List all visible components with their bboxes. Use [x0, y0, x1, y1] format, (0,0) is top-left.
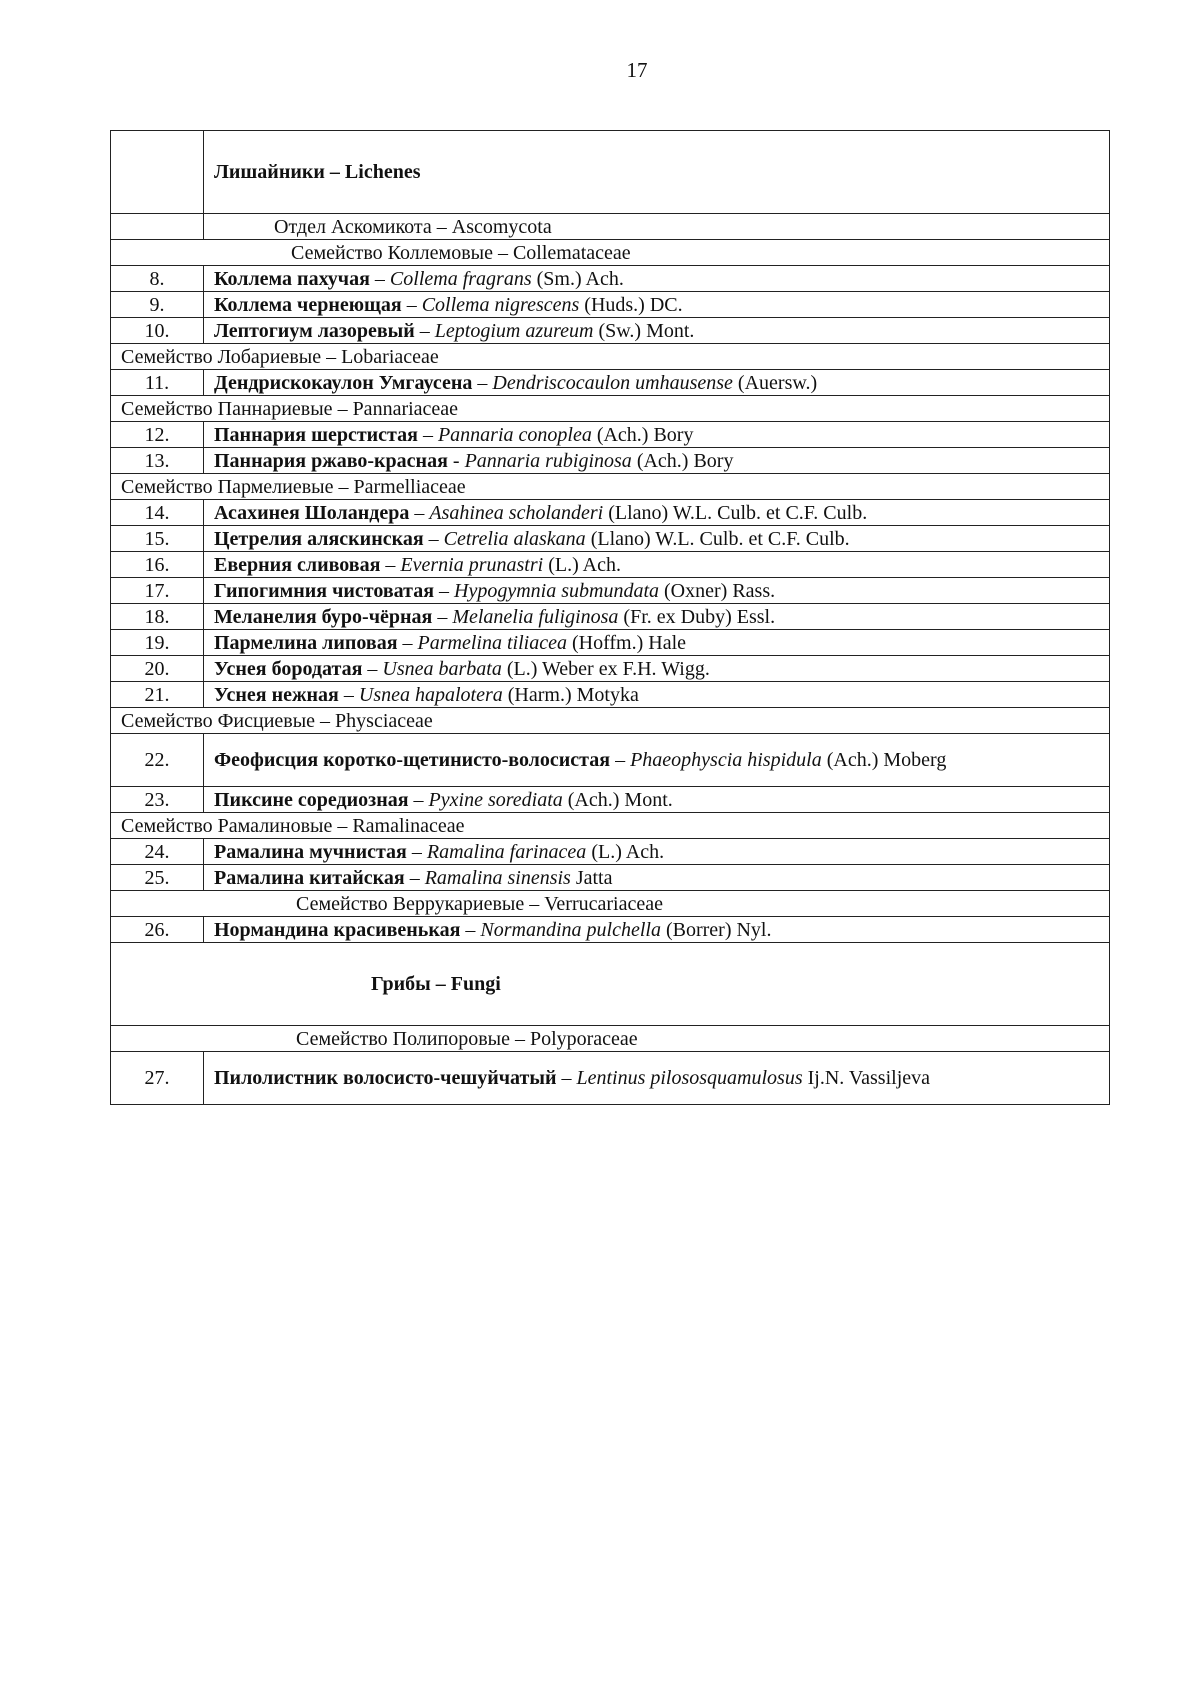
- row-number: 26.: [111, 917, 204, 943]
- separator: –: [401, 293, 422, 316]
- latin-name: Cetrelia alaskana: [443, 527, 586, 550]
- russian-name: Паннария ржаво-красная: [214, 449, 448, 472]
- latin-name: Pannaria conoplea: [437, 423, 592, 446]
- table-row: [111, 630, 1110, 656]
- family-verrucariaceae: Семейство Веррукариевые – Verrucariaceae: [111, 891, 1110, 917]
- row-number: 19.: [111, 630, 204, 656]
- russian-name: Дендрискокаулон Умгаусена: [214, 371, 473, 394]
- russian-name: Лептогиум лазоревый: [214, 319, 415, 342]
- russian-name: Рамалина китайская: [214, 866, 405, 889]
- authority: (L.) Ach.: [543, 553, 621, 576]
- empty-number-cell: [111, 214, 204, 240]
- row-number: 18.: [111, 604, 204, 630]
- row-number: 8.: [111, 266, 204, 292]
- family-row: [111, 1026, 1110, 1052]
- authority: (Hoffm.) Hale: [566, 631, 687, 654]
- russian-name: Уснея бородатая: [214, 657, 363, 680]
- family-parmeliaceae: Семейство Пармелиевые – Parmelliaceae: [111, 474, 1110, 500]
- russian-name: Феофисция коротко-щетинисто-волосистая: [214, 749, 611, 771]
- species-name-cell: [204, 630, 1110, 656]
- russian-name: Коллема пахучая: [214, 267, 370, 290]
- latin-name: Usnea hapalotera: [358, 683, 503, 706]
- section-heading-fungi: Грибы – Fungi: [111, 943, 1110, 1026]
- table-row: [111, 370, 1110, 396]
- family-row: [111, 240, 1110, 266]
- family-row: [111, 708, 1110, 734]
- separator: –: [556, 1067, 577, 1089]
- species-name-cell: [204, 656, 1110, 682]
- row-number: 15.: [111, 526, 204, 552]
- family-pannariaceae: Семейство Паннариевые – Pannariaceae: [111, 396, 1110, 422]
- authority: (L.) Weber ex F.H. Wigg.: [501, 657, 710, 680]
- table-row: [111, 917, 1110, 943]
- separator: –: [409, 501, 430, 524]
- species-name-cell: [204, 734, 1110, 787]
- latin-name: Phaeophyscia hispidula: [630, 749, 822, 771]
- latin-name: Pyxine sorediata: [428, 788, 563, 811]
- row-number: 13.: [111, 448, 204, 474]
- section-heading-row: [111, 943, 1110, 1026]
- authority: Ij.N. Vassiljeva: [802, 1067, 931, 1089]
- species-name-cell: [204, 578, 1110, 604]
- table-row: [111, 656, 1110, 682]
- latin-name: Hypogymnia submundata: [454, 579, 660, 602]
- separator: –: [432, 605, 453, 628]
- table-row: [111, 552, 1110, 578]
- russian-name: Пармелина липовая: [214, 631, 398, 654]
- authority: (Ach.) Bory: [591, 423, 694, 446]
- authority: (Oxner) Rass.: [659, 579, 776, 602]
- separator: –: [380, 553, 401, 576]
- russian-name: Уснея нежная: [214, 683, 339, 706]
- table-row: [111, 734, 1110, 787]
- row-number: 10.: [111, 318, 204, 344]
- russian-name: Асахинея Шоландера: [214, 501, 410, 524]
- family-row: [111, 813, 1110, 839]
- species-name-cell: [204, 292, 1110, 318]
- russian-name: Пиксине соредиозная: [214, 788, 409, 811]
- section-heading-row: [111, 131, 1110, 214]
- section-heading-lichens: Лишайники – Lichenes: [204, 131, 1110, 214]
- species-name-cell: [204, 266, 1110, 292]
- authority: (Auersw.): [732, 371, 818, 394]
- table-row: [111, 682, 1110, 708]
- table-row: [111, 578, 1110, 604]
- table-row: [111, 839, 1110, 865]
- authority: (Fr. ex Duby) Essl.: [618, 605, 776, 628]
- table-row: [111, 500, 1110, 526]
- family-row: [111, 396, 1110, 422]
- table-row: [111, 787, 1110, 813]
- authority: (Ach.) Moberg: [821, 749, 947, 771]
- table-row: [111, 318, 1110, 344]
- family-physciaceae: Семейство Фисциевые – Physciaceae: [111, 708, 1110, 734]
- latin-name: Usnea barbata: [382, 657, 502, 680]
- row-number: 20.: [111, 656, 204, 682]
- species-name-cell: [204, 1052, 1110, 1105]
- family-collemataceae: Семейство Коллемовые – Collemataceae: [111, 240, 1110, 266]
- row-number: 25.: [111, 865, 204, 891]
- latin-name: Evernia prunastri: [400, 553, 544, 576]
- latin-name: Melanelia fuliginosa: [452, 605, 619, 628]
- row-number: 21.: [111, 682, 204, 708]
- separator: –: [414, 319, 435, 342]
- family-row: [111, 344, 1110, 370]
- separator: –: [434, 579, 455, 602]
- table-row: [111, 865, 1110, 891]
- species-name-cell: [204, 839, 1110, 865]
- russian-name: Паннария шерстистая: [214, 423, 418, 446]
- russian-name: Рамалина мучнистая: [214, 840, 407, 863]
- authority: (Sm.) Ach.: [531, 267, 624, 290]
- row-number: 12.: [111, 422, 204, 448]
- authority: (Llano) W.L. Culb. et C.F. Culb.: [585, 527, 850, 550]
- latin-name: Lentinus pilososquamulosus: [576, 1067, 803, 1089]
- row-number: 22.: [111, 734, 204, 787]
- separator: –: [362, 657, 383, 680]
- authority: (Ach.) Mont.: [562, 788, 673, 811]
- family-row: [111, 891, 1110, 917]
- family-lobariaceae: Семейство Лобариевые – Lobariaceae: [111, 344, 1110, 370]
- separator: –: [460, 918, 481, 941]
- species-name-cell: [204, 865, 1110, 891]
- empty-number-cell: [111, 131, 204, 214]
- separator: –: [417, 423, 438, 446]
- table-row: [111, 526, 1110, 552]
- russian-name: Гипогимния чистоватая: [214, 579, 435, 602]
- table-row: [111, 292, 1110, 318]
- russian-name: Коллема чернеющая: [214, 293, 402, 316]
- separator: –: [406, 840, 427, 863]
- division-row: [111, 214, 1110, 240]
- species-name-cell: [204, 917, 1110, 943]
- species-name-cell: [204, 552, 1110, 578]
- row-number: 9.: [111, 292, 204, 318]
- row-number: 14.: [111, 500, 204, 526]
- authority: (Borrer) Nyl.: [660, 918, 772, 941]
- latin-name: Leptogium azureum: [434, 319, 594, 342]
- species-name-cell: [204, 682, 1110, 708]
- latin-name: Collema fragrans: [389, 267, 532, 290]
- latin-name: Ramalina farinacea: [426, 840, 587, 863]
- species-name-cell: [204, 370, 1110, 396]
- separator: –: [610, 749, 631, 771]
- authority: (Harm.) Motyka: [502, 683, 639, 706]
- species-name-cell: [204, 526, 1110, 552]
- row-number: 23.: [111, 787, 204, 813]
- species-name-cell: [204, 604, 1110, 630]
- russian-name: Нормандина красивенькая: [214, 918, 461, 941]
- latin-name: Parmelina tiliacea: [417, 631, 567, 654]
- row-number: 16.: [111, 552, 204, 578]
- latin-name: Pannaria rubiginosa: [464, 449, 632, 472]
- russian-name: Еверния сливовая: [214, 553, 381, 576]
- species-table: [110, 130, 1110, 1105]
- family-ramalinaceae: Семейство Рамалиновые – Ramalinaceae: [111, 813, 1110, 839]
- separator: -: [447, 449, 465, 472]
- authority: (L.) Ach.: [586, 840, 665, 863]
- authority: (Huds.) DC.: [579, 293, 683, 316]
- separator: –: [369, 267, 390, 290]
- division-ascomycota: Отдел Аскомикота – Ascomycota: [204, 214, 1110, 240]
- row-number: 11.: [111, 370, 204, 396]
- authority: (Sw.) Mont.: [593, 319, 695, 342]
- page-number: 17: [626, 58, 648, 82]
- row-number: 24.: [111, 839, 204, 865]
- russian-name: Цетрелия аляскинская: [214, 527, 424, 550]
- latin-name: Dendriscocaulon umhausense: [492, 371, 733, 394]
- table-row: [111, 448, 1110, 474]
- russian-name: Пилолистник волосисто-чешуйчатый: [214, 1067, 557, 1089]
- table-row: [111, 266, 1110, 292]
- latin-name: Ramalina sinensis: [424, 866, 571, 889]
- table-row: [111, 1052, 1110, 1105]
- authority: (Llano) W.L. Culb. et C.F. Culb.: [603, 501, 868, 524]
- separator: –: [423, 527, 444, 550]
- separator: –: [397, 631, 418, 654]
- family-polyporaceae: Семейство Полипоровые – Polyporaceae: [111, 1026, 1110, 1052]
- species-name-cell: [204, 422, 1110, 448]
- table-row: [111, 422, 1110, 448]
- latin-name: Asahinea scholanderi: [429, 501, 604, 524]
- authority: (Ach.) Bory: [631, 449, 734, 472]
- separator: –: [472, 371, 493, 394]
- separator: –: [404, 866, 425, 889]
- latin-name: Normandina pulchella: [480, 918, 661, 941]
- species-name-cell: [204, 448, 1110, 474]
- species-name-cell: [204, 500, 1110, 526]
- row-number: 17.: [111, 578, 204, 604]
- latin-name: Collema nigrescens: [421, 293, 580, 316]
- authority: Jatta: [570, 866, 613, 889]
- row-number: 27.: [111, 1052, 204, 1105]
- separator: –: [338, 683, 359, 706]
- separator: –: [408, 788, 429, 811]
- table-row: [111, 604, 1110, 630]
- species-name-cell: [204, 787, 1110, 813]
- species-name-cell: [204, 318, 1110, 344]
- family-row: [111, 474, 1110, 500]
- russian-name: Меланелия буро-чёрная: [214, 605, 433, 628]
